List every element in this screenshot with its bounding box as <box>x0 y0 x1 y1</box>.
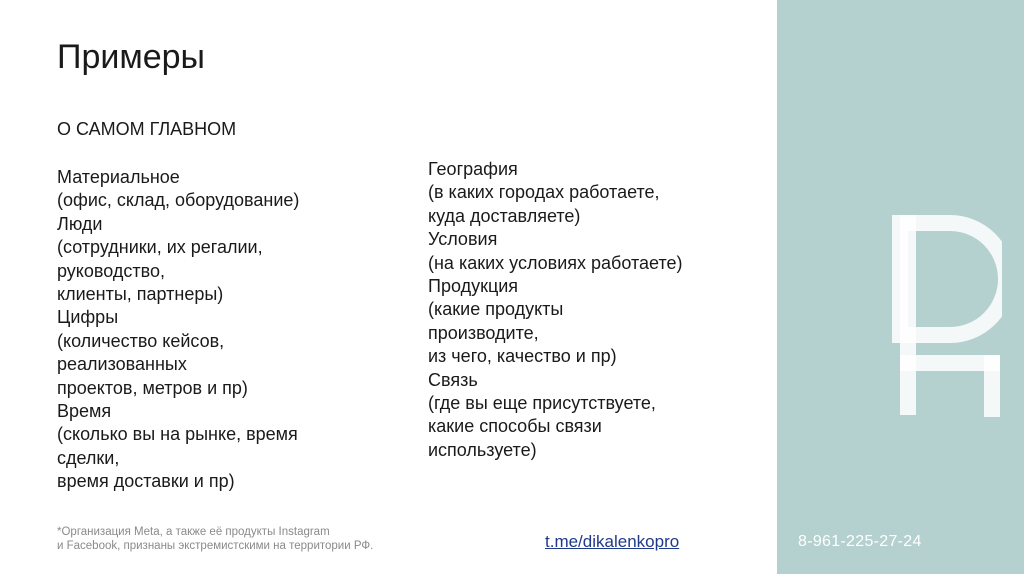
footnote-line: и Facebook, признаны экстремистскими на территории РФ. <box>57 540 374 552</box>
right-line: Связь <box>428 369 478 390</box>
right-line: (какие продукты <box>428 299 564 320</box>
right-line: Условия <box>428 229 498 250</box>
right-line: Продукция <box>428 276 519 297</box>
right-line: куда доставляете) <box>428 205 581 226</box>
left-line: (количество кейсов, <box>57 330 225 351</box>
right-line: География <box>428 159 518 179</box>
right-column <box>428 158 683 462</box>
right-line: какие способы связи <box>428 416 602 437</box>
right-line: используете) <box>428 439 537 460</box>
right-line: из чего, качество и пр) <box>428 346 617 367</box>
left-line: (сколько вы на рынке, время <box>57 424 298 445</box>
right-line: (где вы еще присутствуете, <box>428 393 656 414</box>
slide-subtitle: О САМОМ ГЛАВНОМ <box>57 119 237 139</box>
left-line: Люди <box>57 213 103 234</box>
left-line: руководство, <box>57 260 165 281</box>
left-line: (сотрудники, их регалии, <box>57 237 263 258</box>
left-column <box>57 166 299 494</box>
left-line: время доставки и пр) <box>57 471 235 492</box>
right-line: (в каких городах работаете, <box>428 182 660 203</box>
telegram-link[interactable]: t.me/dikalenkopro <box>545 532 680 551</box>
phone-number: 8-961-225-27-24 <box>798 533 922 550</box>
slide-title: Примеры <box>57 38 205 76</box>
left-line: проектов, метров и пр) <box>57 377 248 398</box>
left-line: сделки, <box>57 447 120 468</box>
footnote <box>57 525 373 553</box>
footnote-line: *Организация Meta, а также её продукты Instagram <box>57 526 330 538</box>
right-line: (на каких условиях работаете) <box>428 252 683 273</box>
left-line: клиенты, партнеры) <box>57 284 224 305</box>
left-line: Материальное <box>57 167 180 187</box>
left-line: Цифры <box>57 307 119 328</box>
right-line: производите, <box>428 322 539 343</box>
lp-logo <box>892 205 1002 425</box>
left-line: (офис, склад, оборудование) <box>57 190 300 211</box>
left-line: Время <box>57 401 112 422</box>
left-line: реализованных <box>57 354 187 375</box>
